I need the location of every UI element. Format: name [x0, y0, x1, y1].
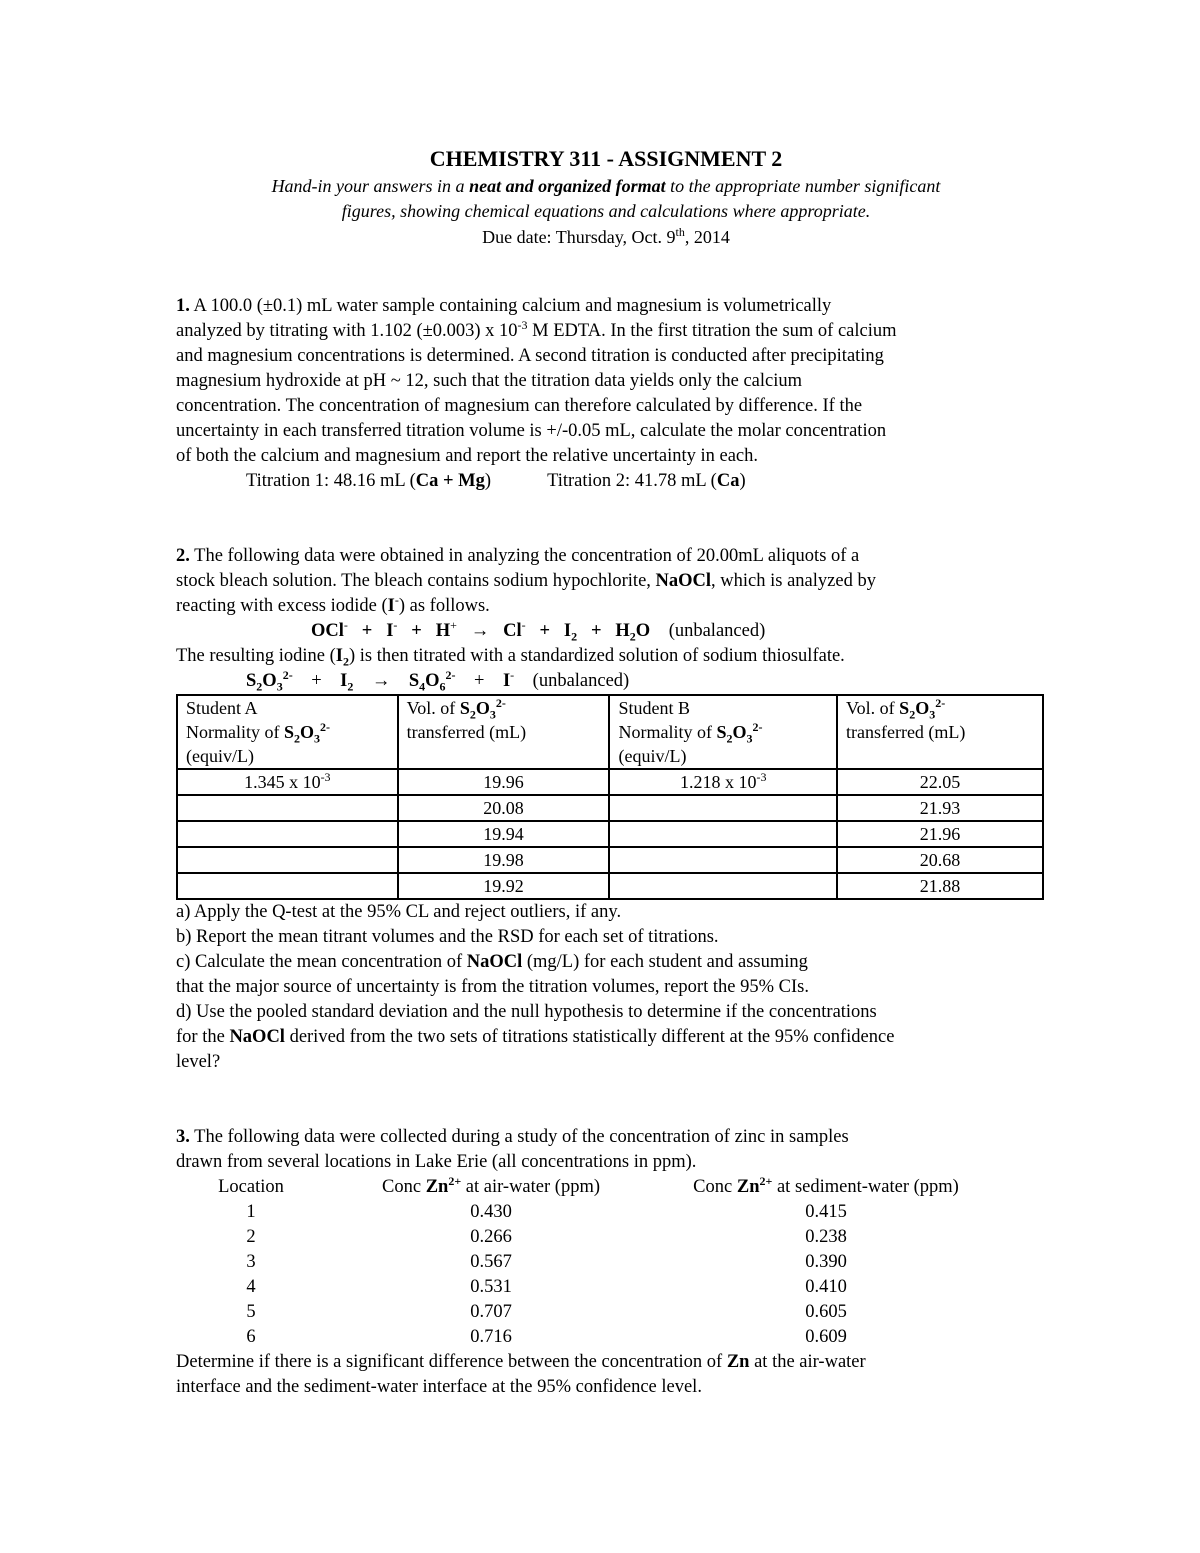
question-2: 2. The following data were obtained in analyzing the concentration of 20.00mL aliquots of a stock bleach solution. The bleach contains sodium hypochlorite, NaOCl, which is analyzed by reacting with excess iodide (I-) as follows. OCl- + I- + H+ → Cl- + $I_2$ + $H_2O$ (unbalanced) The resulting iodine $(I_2)$ is then titrated with a standardized solution of sodium thiosulfate. $S_2O_3^{2-}$ + $I_2$ → $S_4O_6^{2-}$ + I- (unbalanced) Student A Normality of $S_2O_3^{2-}$ (equiv/L) Vol. of $S_2O_3^{2-}$ transferred (mL) Student B Normality of $S_2O_3^{2-}$ (equiv/L) Vol. of $S_2O_3^{2-}$ transferred (mL) 1.345 x $10^{-3}$ 19.96 1.218 x $10^{-3}$ 22.05 20.08 21.93 19.94 21.96 19.98 20.68 19.92 21.88 a) Apply the Q-test at the 95% CL and reject outliers, if any. b) Report the mean titrant volumes and the RSD for each set of titrations. c) Calculate the mean concentration of NaOCl (mg/L) for each student and assuming that the major source of uncertainty is from the titration volumes, report the 95% CIs. d) Use the pooled standard deviation and the null hypothesis to determine if the concentrations for the NaOCl derived from the two sets of titrations statistically different at the 95% confidence level?: [176, 544, 1036, 1075]
table-header-row: Student A Normality of $S_2O_3^{2-}$ (equiv/L) Vol. of $S_2O_3^{2-}$ transferred (mL) Student B Normality of $S_2O_3^{2-}$ (equiv/L) Vol. of $S_2O_3^{2-}$ transferred (mL): [177, 695, 1043, 769]
table-row: 6 0.716 0.609: [246, 1327, 847, 1347]
question-1: 1. A 100.0 (±0.1) mL water sample containing calcium and magnesium is volumetrically analyzed by titrating with 1.102 (±0.003) x $10^{-3}$ M EDTA. In the first titration the sum of calcium and magnesium concentrations is determined. A second titration is conducted after precipitating magnesium hydroxide at pH ~ 12, such that the titration data yields only the calcium concentration. The concentration of magnesium can therefore calculated by difference. If the uncertainty in each transferred titration volume is +/-0.05 mL, calculate the molar concentration of both the calcium and magnesium and report the relative uncertainty in each. Titration 1: 48.16 mL (Ca + Mg) Titration 2: 41.78 mL (Ca): [176, 294, 1036, 494]
instructions-line-1: Hand-in your answers in a neat and organized format to the appropriate number significant: [271, 176, 941, 196]
zinc-table-header: Location Conc $Zn^{2+}$ at air-water (ppm) Conc $Zn^{2+}$ at sediment-water (ppm): [218, 1173, 959, 1197]
table-row: 19.98 20.68: [177, 847, 1043, 873]
table-row: 3 0.567 0.390: [246, 1252, 847, 1272]
titration-values: Titration 1: 48.16 mL (Ca + Mg) Titration 2: 41.78 mL (Ca): [246, 471, 746, 491]
table-row: 20.08 21.93: [177, 795, 1043, 821]
titration-data-table: [176, 694, 1044, 900]
page-title: CHEMISTRY 311 - ASSIGNMENT 2: [429, 146, 783, 171]
table-row: 5 0.707 0.605: [246, 1302, 847, 1322]
table-row: 2 0.266 0.238: [246, 1227, 847, 1247]
table-row: 19.94 21.96: [177, 821, 1043, 847]
instructions-line-2: figures, showing chemical equations and calculations where appropriate.: [341, 201, 871, 221]
table-row: 4 0.531 0.410: [246, 1277, 847, 1297]
table-row: 19.92 21.88: [177, 873, 1043, 899]
question-2-parts: a) Apply the Q-test at the 95% CL and reject outliers, if any. b) Report the mean titrant volumes and the RSD for each set of titrations. c) Calculate the mean concentration of NaOCl (mg/L) for each student and assuming that the major source of uncertainty is from the titration volumes, report the 95% CIs. d) Use the pooled standard deviation and the null hypothesis to determine if the concentrations for the NaOCl derived from the two sets of titrations statistically different at the 95% confidence level?: [176, 902, 895, 1072]
question-3: 3. The following data were collected during a study of the concentration of zinc in samples drawn from several locations in Lake Erie (all concentrations in ppm). Location Conc $Zn^{2+}$ at air-water (ppm) Conc $Zn^{2+}$ at sediment-water (ppm) 1 0.430 0.415 2 0.266 0.238 3 0.567 0.390 4 0.531 0.410 5 0.707 0.605 6 0.716 0.609 Determine if there is a significant difference between the concentration of Zn at the air-water interface and the sediment-water interface at the 95% confidence level.: [176, 1125, 1036, 1400]
due-date: Due date: Thursday, Oct. 9th, 2014: [482, 225, 730, 247]
table-row: 1.345 x $10^{-3}$ 19.96 1.218 x $10^{-3}$ 22.05: [177, 769, 1043, 795]
zinc-data-table: [176, 1175, 1036, 1350]
assignment-page: [176, 140, 1036, 1400]
equation-hypochlorite: OCl- + I- + H+ → Cl- + $I_2$ + $H_2O$ (unbalanced): [311, 617, 766, 644]
equation-thiosulfate: $S_2O_3^{2-}$ + $I_2$ → $S_4O_6^{2-}$ + I- (unbalanced): [246, 667, 630, 694]
table-row: 1 0.430 0.415: [246, 1202, 847, 1222]
